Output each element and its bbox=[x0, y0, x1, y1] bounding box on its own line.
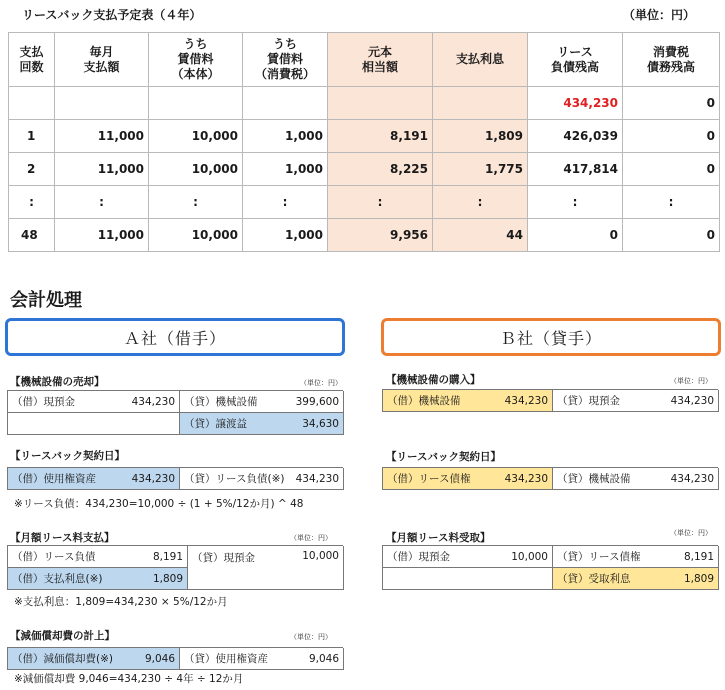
journal-cell-interest-income: （貸）受取利息 1,809 bbox=[553, 568, 719, 590]
a-sale-unit: （単位：円） bbox=[300, 379, 342, 387]
table-cell bbox=[149, 87, 243, 120]
schedule-title: リースバック支払予定表（４年） bbox=[22, 8, 202, 22]
table-cell: 0 bbox=[623, 87, 720, 120]
journal-cell: （貸）機械設備 399,600 bbox=[180, 391, 344, 413]
journal-cell: （借）現預金 434,230 bbox=[8, 391, 180, 413]
party-b-header: Ｂ社（貸手） bbox=[381, 318, 721, 356]
table-cell: 8,225 bbox=[328, 153, 433, 186]
journal-cell-lease-receivable: （借）リース債権 434,230 bbox=[383, 468, 553, 490]
col-header-rent-body: うち 賃借料 （本体） bbox=[149, 33, 243, 87]
schedule-header-row bbox=[9, 33, 720, 87]
table-cell: 1,000 bbox=[243, 219, 328, 252]
table-cell bbox=[328, 87, 433, 120]
table-cell: 1,775 bbox=[433, 153, 528, 186]
a-payment-unit: （単位：円） bbox=[290, 534, 332, 542]
table-cell: 1,000 bbox=[243, 120, 328, 153]
table-cell: 0 bbox=[623, 153, 720, 186]
col-header-tax-liability: 消費税 債務残高 bbox=[623, 33, 720, 87]
journal-cell: （貸）現預金 434,230 bbox=[553, 390, 719, 412]
a-contract-note: ※リース負債：434,230=10,000 ÷ (1 + 5%/12か月) ^ 48 bbox=[14, 498, 304, 510]
col-header-rent-tax: うち 賃借料 （消費税） bbox=[243, 33, 328, 87]
journal-cell-depreciation: （借）減価償却費(※) 9,046 bbox=[8, 648, 180, 670]
a-depreciation-title: 【減価償却費の計上】 bbox=[10, 630, 115, 642]
journal-cell bbox=[383, 568, 553, 590]
journal-cell-interest: （借）支払利息(※) 1,809 bbox=[8, 568, 188, 590]
table-cell: 10,000 bbox=[149, 219, 243, 252]
table-cell: : bbox=[528, 186, 623, 219]
table-cell: 1,000 bbox=[243, 153, 328, 186]
a-payment-journal bbox=[7, 545, 343, 590]
journal-cell bbox=[8, 413, 180, 435]
journal-cell-rou-asset: （借）使用権資産 434,230 bbox=[8, 468, 180, 490]
table-row bbox=[9, 186, 720, 219]
col-header-principal: 元本 相当額 bbox=[328, 33, 433, 87]
table-cell: : bbox=[243, 186, 328, 219]
table-cell: 10,000 bbox=[149, 153, 243, 186]
b-receipt-title: 【月額リース料受取】 bbox=[386, 532, 491, 544]
b-receipt-unit: （単位：円） bbox=[670, 529, 712, 537]
table-row bbox=[9, 120, 720, 153]
table-cell: 0 bbox=[528, 219, 623, 252]
col-header-interest: 支払利息 bbox=[433, 33, 528, 87]
b-purchase-journal bbox=[382, 389, 718, 412]
table-cell: 1,809 bbox=[433, 120, 528, 153]
table-cell bbox=[9, 87, 55, 120]
a-depreciation-unit: （単位：円） bbox=[290, 633, 332, 641]
a-depreciation-journal bbox=[7, 647, 343, 670]
table-cell: 11,000 bbox=[55, 153, 149, 186]
a-sale-journal bbox=[7, 390, 343, 435]
table-cell: 10,000 bbox=[149, 120, 243, 153]
table-cell: : bbox=[328, 186, 433, 219]
table-cell: 11,000 bbox=[55, 219, 149, 252]
table-row bbox=[9, 87, 720, 120]
table-cell bbox=[55, 87, 149, 120]
col-header-lease-liability: リース 負債残高 bbox=[528, 33, 623, 87]
table-cell: : bbox=[623, 186, 720, 219]
a-payment-note: ※支払利息：1,809=434,230 × 5%/12か月 bbox=[14, 596, 228, 608]
table-cell: 48 bbox=[9, 219, 55, 252]
journal-cell-gain: （貸）譲渡益 34,630 bbox=[180, 413, 344, 435]
table-cell: 0 bbox=[623, 219, 720, 252]
table-cell: 426,039 bbox=[528, 120, 623, 153]
b-contract-journal bbox=[382, 467, 718, 490]
table-cell: 9,956 bbox=[328, 219, 433, 252]
a-contract-title: 【リースバック契約日】 bbox=[10, 450, 125, 462]
table-cell: 417,814 bbox=[528, 153, 623, 186]
payment-schedule-table bbox=[8, 32, 720, 252]
table-row bbox=[9, 219, 720, 252]
journal-cell: （借）現預金 10,000 bbox=[383, 546, 553, 568]
b-purchase-unit: （単位：円） bbox=[670, 377, 712, 385]
table-cell: 0 bbox=[623, 120, 720, 153]
accounting-title: 会計処理 bbox=[10, 290, 82, 311]
a-contract-journal bbox=[7, 467, 343, 490]
initial-lease-liability: 434,230 bbox=[528, 87, 623, 120]
table-cell bbox=[433, 87, 528, 120]
a-payment-title: 【月額リース料支払】 bbox=[10, 532, 115, 544]
table-cell: 2 bbox=[9, 153, 55, 186]
col-header-count: 支払 回数 bbox=[9, 33, 55, 87]
table-cell bbox=[243, 87, 328, 120]
table-cell: : bbox=[55, 186, 149, 219]
b-contract-title: 【リースバック契約日】 bbox=[386, 451, 501, 463]
a-depreciation-note: ※減価償却費 9,046=434,230 ÷ 4年 ÷ 12か月 bbox=[14, 673, 244, 685]
b-receipt-journal bbox=[382, 545, 718, 590]
b-purchase-title: 【機械設備の購入】 bbox=[386, 374, 481, 386]
journal-cell-machinery: （借）機械設備 434,230 bbox=[383, 390, 553, 412]
table-cell: 11,000 bbox=[55, 120, 149, 153]
table-cell: 44 bbox=[433, 219, 528, 252]
party-a-header: Ａ社（借手） bbox=[5, 318, 345, 356]
journal-cell: （借）リース負債 8,191 bbox=[8, 546, 188, 568]
journal-cell: （貸）リース債権 8,191 bbox=[553, 546, 719, 568]
col-header-monthly: 毎月 支払額 bbox=[55, 33, 149, 87]
table-cell: 8,191 bbox=[328, 120, 433, 153]
table-cell: : bbox=[433, 186, 528, 219]
table-cell: 1 bbox=[9, 120, 55, 153]
journal-cell: （貸）リース負債(※) 434,230 bbox=[180, 468, 344, 490]
journal-cell: （貸）使用権資産 9,046 bbox=[180, 648, 344, 670]
a-sale-title: 【機械設備の売却】 bbox=[10, 376, 105, 388]
schedule-unit: （単位：円） bbox=[622, 8, 695, 22]
journal-cell: （貸）現預金 10,000 bbox=[188, 546, 344, 590]
journal-cell: （貸）機械設備 434,230 bbox=[553, 468, 719, 490]
table-row bbox=[9, 153, 720, 186]
table-cell: : bbox=[149, 186, 243, 219]
table-cell: : bbox=[9, 186, 55, 219]
